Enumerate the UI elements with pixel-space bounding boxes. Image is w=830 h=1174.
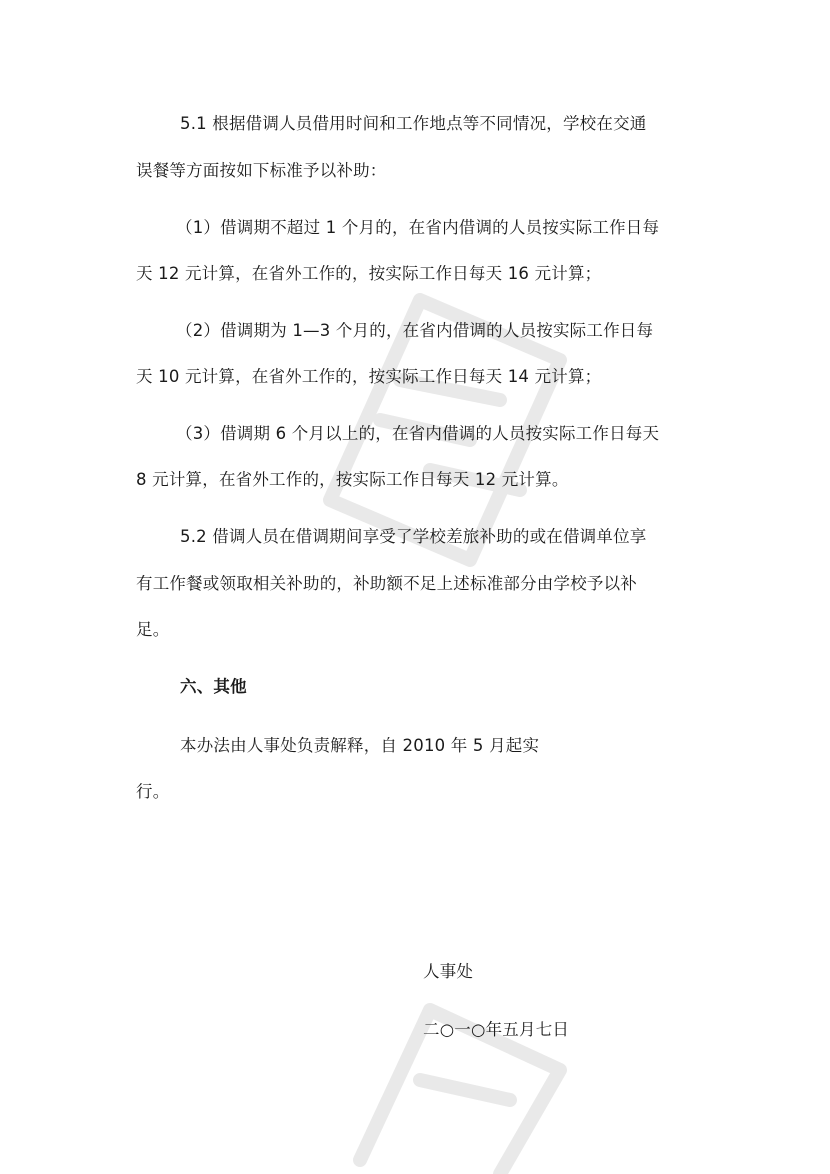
closing-line-2: 行。: [136, 782, 170, 801]
section-heading: 六、其他: [180, 677, 247, 696]
para-5-2-line-1: 5.2 借调人员在借调期间享受了学校差旅补助的或在借调单位享: [180, 527, 647, 546]
item-2-line-1: （2）借调期为 1—3 个月的，在省内借调的人员按实际工作日每: [176, 321, 654, 340]
para-5-2-line-2: 有工作餐或领取相关补助的，补助额不足上述标准部分由学校予以补: [136, 574, 637, 593]
para-5-1-line-2: 误餐等方面按如下标准予以补助：: [136, 161, 387, 180]
item-2-line-2: 天 10 元计算，在省外工作的，按实际工作日每天 14 元计算；: [136, 367, 602, 386]
item-3-line-2: 8 元计算，在省外工作的，按实际工作日每天 12 元计算。: [136, 470, 569, 489]
item-1-line-1: （1）借调期不超过 1 个月的，在省内借调的人员按实际工作日每: [176, 218, 660, 237]
item-3-line-1: （3）借调期 6 个月以上的，在省内借调的人员按实际工作日每天: [176, 424, 660, 443]
para-5-2-line-3: 足。: [136, 620, 170, 639]
item-1-line-2: 天 12 元计算，在省外工作的，按实际工作日每天 16 元计算；: [136, 264, 602, 283]
para-5-1-line-1: 5.1 根据借调人员借用时间和工作地点等不同情况，学校在交通: [180, 114, 647, 133]
signature-department: 人事处: [423, 962, 474, 981]
closing-line-1: 本办法由人事处负责解释，自 2010 年 5 月起实: [180, 736, 540, 755]
signature-date: 二○一○年五月七日: [423, 1020, 570, 1039]
